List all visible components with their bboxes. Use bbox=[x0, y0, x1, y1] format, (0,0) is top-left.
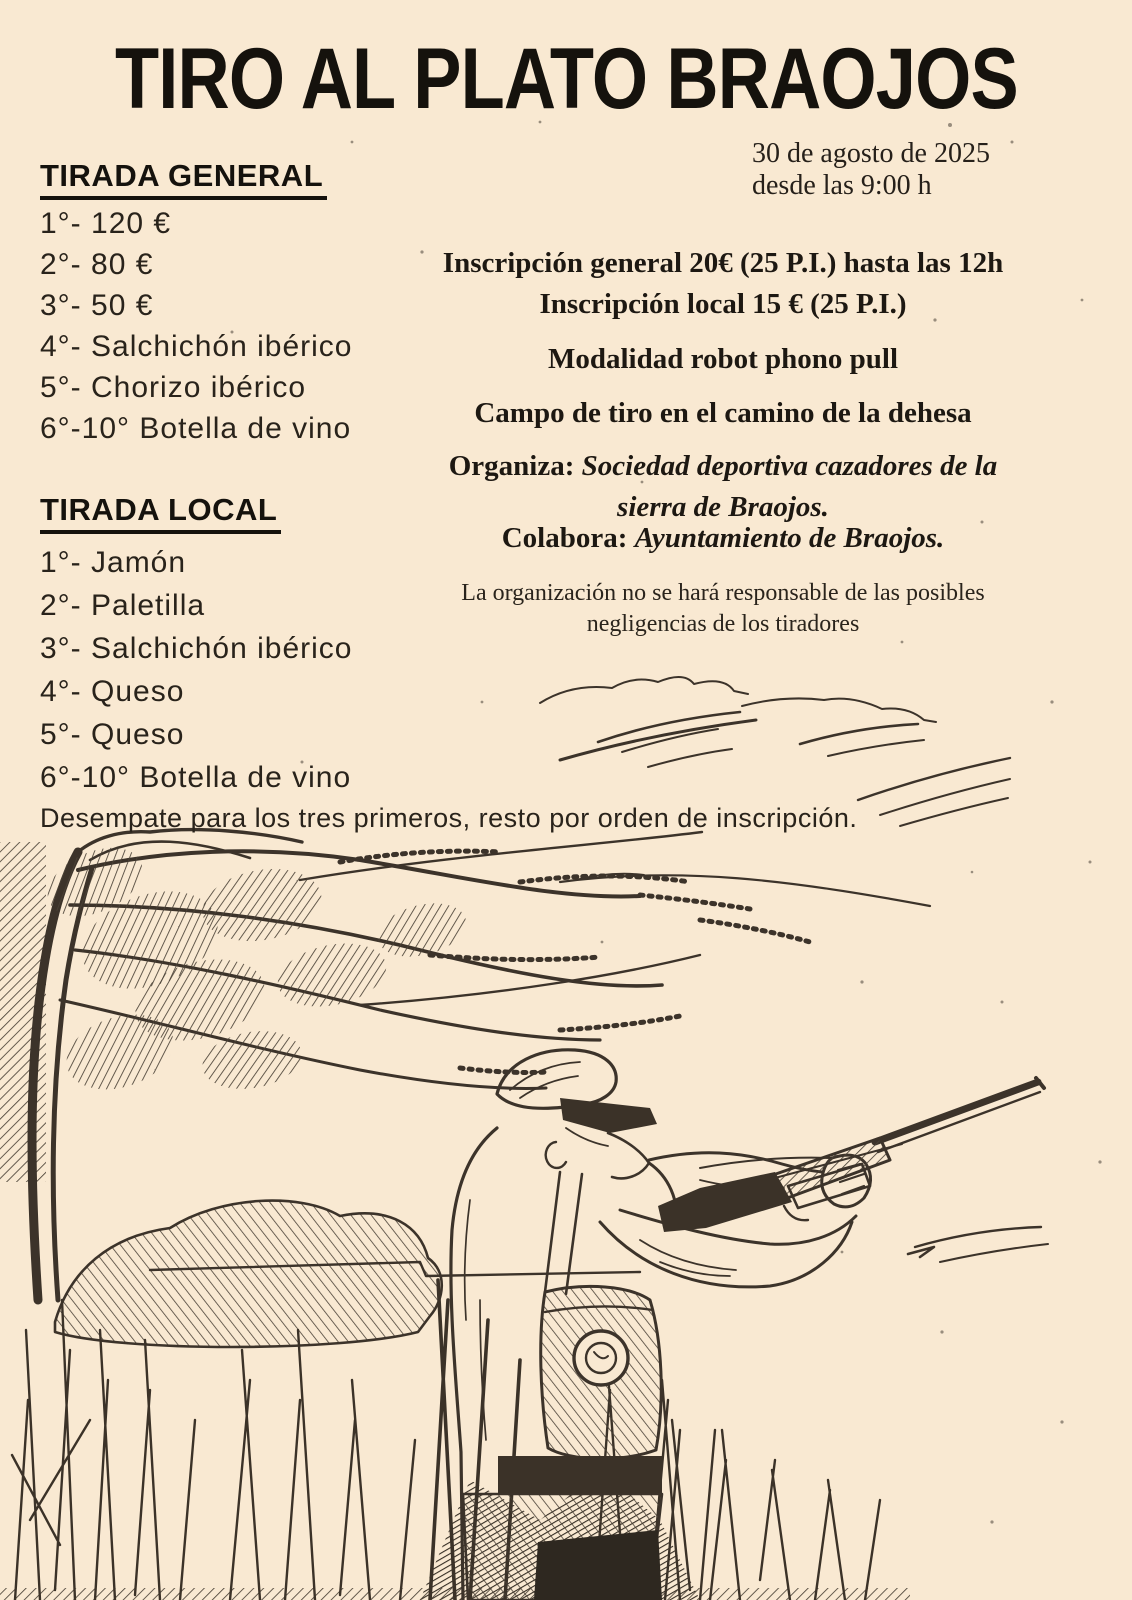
boots bbox=[534, 1530, 662, 1600]
prize-item-general-3: 3°- 50 € bbox=[40, 289, 154, 322]
organizer-name: Sociedad deportiva cazadores de la sierra de Braojos. bbox=[581, 450, 998, 523]
prize-item-general-5: 5°- Chorizo ibérico bbox=[40, 371, 307, 404]
belt bbox=[498, 1456, 662, 1494]
event-date bbox=[752, 138, 990, 202]
prize-item-local-2: 2°- Paletilla bbox=[40, 589, 206, 622]
tirada-local-list bbox=[40, 541, 352, 799]
prize-item-general-1: 1°- 120 € bbox=[40, 207, 172, 240]
tirada-general-heading: TIRADA GENERAL bbox=[40, 158, 327, 200]
location-line: Campo de tiro en el camino de la dehesa bbox=[474, 397, 972, 429]
hunter-sketch bbox=[451, 1050, 1044, 1600]
prize-item-local-4: 4°- Queso bbox=[40, 675, 185, 708]
tiebreak-note: Desempate para los tres primeros, resto por orden de inscripción. bbox=[40, 803, 858, 833]
event-time-line: desde las 9:00 h bbox=[752, 170, 932, 201]
inscription-local-line: Inscripción local 15 € (25 P.I.) bbox=[539, 288, 907, 320]
event-date-line1: 30 de agosto de 2025 bbox=[752, 138, 990, 169]
disclaimer-note: La organización no se hará responsable de las posibles negligencias de los tiradores bbox=[461, 580, 985, 637]
modality-line: Modalidad robot phono pull bbox=[547, 343, 898, 375]
tirada-local-heading: TIRADA LOCAL bbox=[40, 492, 281, 534]
cap-visor bbox=[560, 1098, 657, 1133]
prize-item-general-2: 2°- 80 € bbox=[40, 248, 154, 281]
collaborator-label: Colabora: bbox=[501, 522, 635, 554]
prize-item-local-1: 1°- Jamón bbox=[40, 546, 187, 579]
prize-item-general-4: 4°- Salchichón ibérico bbox=[40, 330, 353, 363]
page-title-text: TIRO AL PLATO BRAOJOS bbox=[114, 31, 1018, 127]
shotgun-sketch bbox=[658, 1078, 1044, 1232]
collaborator-name: Ayuntamiento de Braojos. bbox=[634, 522, 945, 554]
organizer-line bbox=[423, 446, 1023, 528]
prize-item-general-6: 6°-10° Botella de vino bbox=[40, 412, 352, 445]
organizer-label: Organiza: bbox=[448, 450, 582, 482]
prize-item-local-3: 3°- Salchichón ibérico bbox=[40, 632, 353, 665]
prize-item-local-6: 6°-10° Botella de vino bbox=[40, 761, 352, 794]
prize-item-local-5: 5°- Queso bbox=[40, 718, 185, 751]
tirada-general-list bbox=[40, 203, 352, 449]
collaborator-line bbox=[373, 522, 1073, 555]
inscription-general-line: Inscripción general 20€ (25 P.I.) hasta las 12h bbox=[442, 247, 1004, 279]
page-title bbox=[0, 30, 1132, 129]
